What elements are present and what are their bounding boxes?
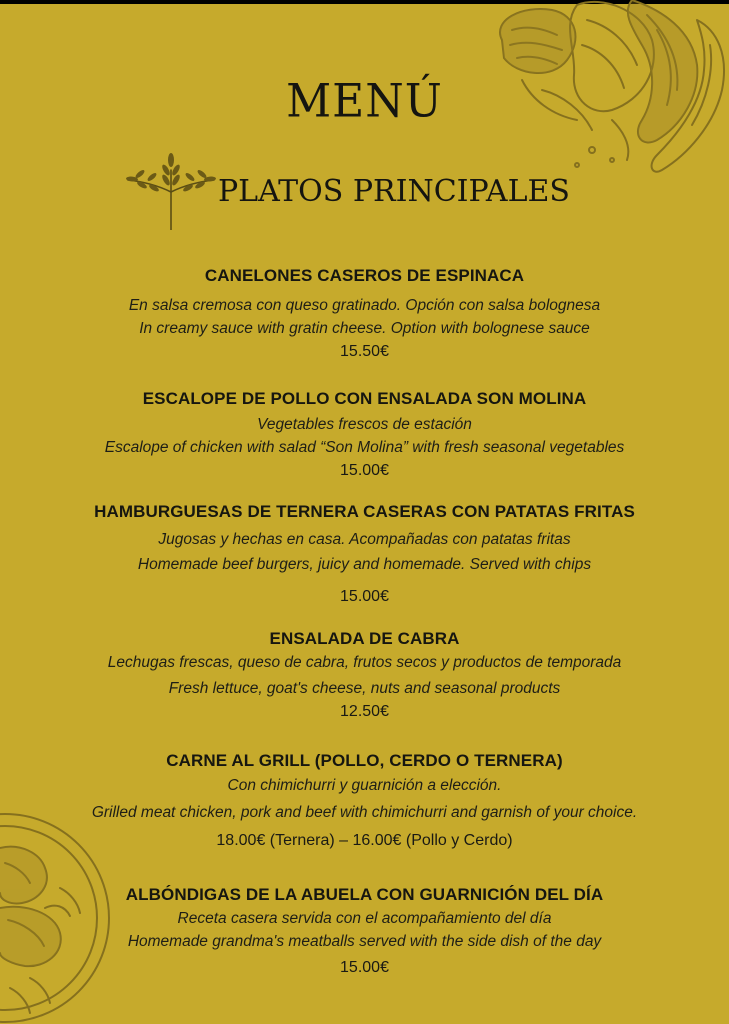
dish-price: 15.00€ [340,588,389,605]
section-title: PLATOS PRINCIPALES [218,174,570,209]
dish-item [40,388,689,483]
dish-description-es: Lechugas frescas, queso de cabra, frutos secos y productos de temporada [107,654,622,671]
dish-description-en: Escalope of chicken with salad “Son Molina” with fresh seasonal vegetables [104,439,625,456]
dish-name: HAMBURGUESAS DE TERNERA CASERAS CON PATATAS FRITAS [94,502,635,521]
dish-price: 15.50€ [340,343,389,360]
page-title: MENÚ [286,74,443,129]
dish-description-en: Homemade beef burgers, juicy and homemade. Served with chips [137,556,592,573]
dish-price: 15.00€ [340,959,389,976]
dish-item [40,628,689,724]
dish-name: CANELONES CASEROS DE ESPINACA [204,266,525,285]
wheat-icon [126,152,216,230]
dish-item [40,750,689,853]
dish-item [40,884,689,980]
dish-name: ENSALADA DE CABRA [269,629,460,648]
dish-description-en: Grilled meat chicken, pork and beef with chimichurri and garnish of your choice. [91,804,638,821]
dish-description-en: Fresh lettuce, goat's cheese, nuts and seasonal products [168,680,561,697]
dish-name: ALBÓNDIGAS DE LA ABUELA CON GUARNICIÓN DEL DÍA [125,885,604,904]
dish-name: ESCALOPE DE POLLO CON ENSALADA SON MOLINA [142,389,587,408]
dish-price: 12.50€ [340,703,389,720]
dish-description-es: Con chimichurri y guarnición a elección. [227,777,502,794]
dish-description-es: En salsa cremosa con queso gratinado. Opción con salsa bolognesa [128,297,601,314]
dish-name: CARNE AL GRILL (POLLO, CERDO O TERNERA) [166,751,563,770]
dish-description-es: Jugosas y hechas en casa. Acompañadas con patatas fritas [158,531,571,548]
dish-price: 15.00€ [340,462,389,479]
dish-price: 18.00€ (Ternera) – 16.00€ (Pollo y Cerdo) [216,832,513,849]
dish-item [40,265,689,364]
dish-description-es: Receta casera servida con el acompañamiento del día [177,910,552,927]
dish-description-en: Homemade grandma's meatballs served with the side dish of the day [127,933,602,950]
dish-description-es: Vegetables frescos de estación [257,416,472,433]
dish-description-en: In creamy sauce with gratin cheese. Option with bolognese sauce [139,320,590,337]
dish-item [40,501,689,609]
